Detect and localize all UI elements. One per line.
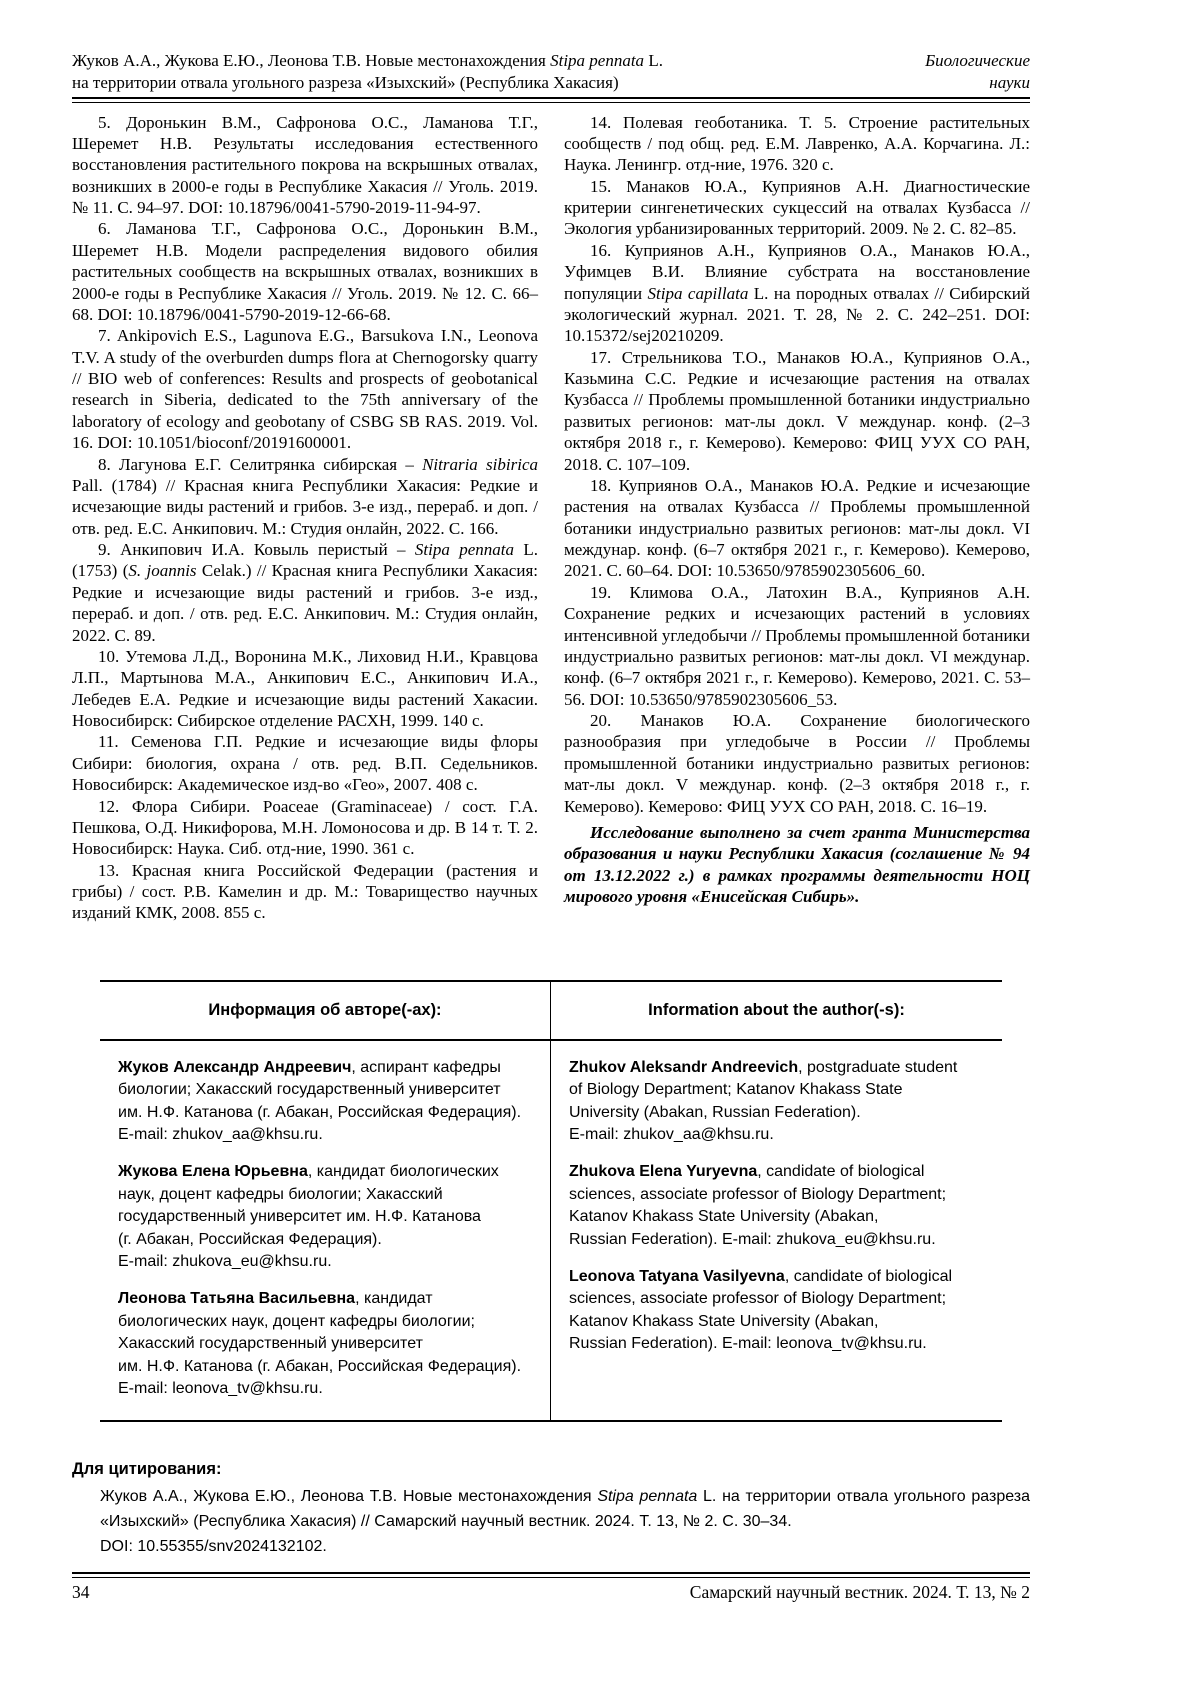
- reference-item: 17. Стрельникова Т.О., Манаков Ю.А., Куприянов О.А., Казьмина С.С. Редкие и исчезающие растения на отвалах Кузбасса // Проблемы промышленной ботаники индустриально развитых регионов: мат-лы докл. V междунар. конф. (2–3 октября 2018 г., г. Кемерово). Кемерово: ФИЦ УУХ СО РАН, 2018. С. 107–109.: [564, 347, 1030, 474]
- reference-item: 14. Полевая геоботаника. Т. 5. Строение растительных сообществ / под общ. ред. Е.М. Лавренко, А.А. Корчагина. Л.: Наука. Ленингр. отд-ние, 1976. 320 с.: [564, 112, 1030, 175]
- author-block: Zhukov Aleksandr Andreevich, postgraduate student of Biology Department; Katanov Khakass State University (Abakan, Russian Federation). E-mail: zhukov_aa@khsu.ru.: [569, 1058, 958, 1144]
- authors-table-header-ru: Информация об авторе(-ах):: [100, 982, 551, 1041]
- reference-item: 6. Ламанова Т.Г., Сафронова О.С., Доронькин В.М., Шеремет Н.В. Модели распределения видового обилия растительных сообществ на вскрышных отвалах, возникших в 2000-е годы в Республике Хакасия // Уголь. 2019. № 12. С. 66–68. DOI: 10.18796/0041-5790-2019-12-66-68.: [72, 219, 538, 324]
- reference-item: 16. Куприянов А.Н., Куприянов О.А., Манаков Ю.А., Уфимцев В.И. Влияние субстрата на восстановление популяции Stipa capillata L. на породных отвалах // Сибирский экологический журнал. 2021. Т. 28, № 2. С. 242–251. DOI: 10.15372/sej20210209.: [564, 240, 1030, 346]
- reference-item: 8. Лагунова Е.Г. Селитрянка сибирская – Nitraria sibirica Pall. (1784) // Красная книга Республики Хакасия: Редкие и исчезающие виды растений и грибов. 3-е изд., перераб. и доп. / отв. ред. Е.С. Анкипович. М.: Студия онлайн, 2022. С. 166.: [72, 454, 538, 538]
- footer-journal-title: Самарский научный вестник. 2024. Т. 13, № 2: [689, 1581, 1030, 1602]
- running-head-species: Stipa pennata: [550, 51, 645, 70]
- running-head: [72, 0, 1030, 94]
- reference-item: 18. Куприянов О.А., Манаков Ю.А. Редкие и исчезающие растения на отвалах Кузбасса // Проблемы промышленной ботаники индустриально развитых регионов: мат-лы докл. VI междунар. конф. (6–7 октября 2021 г., г. Кемерово). Кемерово, 2021. С. 60–64. DOI: 10.53650/9785902305606_60.: [564, 475, 1030, 581]
- citation-text: [100, 1485, 1030, 1559]
- running-head-title-line2: на территории отвала угольного разреза «Изыхский» (Республика Хакасия): [72, 72, 619, 92]
- reference-item: 15. Манаков Ю.А., Куприянов А.Н. Диагностические критерии сингенетических сукцессий на отвалах Кузбасса // Экология урбанизированных территорий. 2009. № 2. С. 82–85.: [564, 176, 1030, 239]
- authors-cell-en: [551, 1041, 1002, 1420]
- reference-item: 19. Климова О.А., Латохин В.А., Куприянов А.Н. Сохранение редких и исчезающих растений в условиях интенсивной угледобычи // Проблемы промышленной ботаники индустриально развитых регионов: мат-лы докл. VI междунар. конф. (6–7 октября 2021 г., г. Кемерово). Кемерово, 2021. С. 53–56. DOI: 10.53650/9785902305606_53.: [564, 582, 1030, 709]
- references-right-column: [564, 112, 1030, 924]
- citation-species: Stipa pennata: [597, 1488, 698, 1506]
- references-columns: [72, 112, 1030, 924]
- author-name: Жукова Елена Юрьевна: [118, 1163, 308, 1181]
- footer-page-number: 34: [72, 1581, 90, 1602]
- author-name: Zhukova Elena Yuryevna: [569, 1163, 758, 1181]
- reference-item: 13. Красная книга Российской Федерации (растения и грибы) / сост. Р.В. Камелин и др. М.: Товарищество научных изданий КМК, 2008. 855 с.: [72, 860, 538, 923]
- header-rule: [72, 97, 1030, 103]
- reference-item: 5. Доронькин В.М., Сафронова О.С., Ламанова Т.Г., Шеремет Н.В. Результаты исследования естественного восстановления растительного покрова на вскрышных отвалах, возникших в 2000-е годы в Республике Хакасия // Уголь. 2019. № 11. С. 94–97. DOI: 10.18796/0041-5790-2019-11-94-97.: [72, 112, 538, 217]
- section-name-line1: Биологические: [925, 51, 1030, 70]
- citation-text-suffix: L. на территории отвала угольного разреза «Изыхский» (Республика Хакасия) // Самарский научный вестник. 2024. Т. 13, № 2. С. 30–34.: [100, 1488, 1031, 1531]
- citation-text-prefix: Жуков А.А., Жукова Е.Ю., Леонова Т.В. Новые местонахождения: [100, 1488, 598, 1506]
- authors-table: [100, 980, 1002, 1423]
- running-head-title: [72, 50, 663, 94]
- citation-section: [72, 1460, 1030, 1559]
- citation-label: Для цитирования:: [72, 1460, 222, 1479]
- author-name: Leonova Tatyana Vasilyevna: [569, 1267, 785, 1285]
- reference-item: 12. Флора Сибири. Poaceae (Graminaceae) / сост. Г.А. Пешкова, О.Д. Никифорова, М.Н. Ломоносова и др. В 14 т. Т. 2. Новосибирск: Наука. Сиб. отд-ние, 1990. 361 с.: [72, 796, 538, 859]
- author-name: Жуков Александр Андреевич: [118, 1058, 352, 1076]
- reference-item: 10. Утемова Л.Д., Воронина М.К., Лиховид Н.И., Кравцова Л.П., Мартынова М.А., Анкипович Е.С., Анкипович И.А., Лебедев Е.А. Редкие и исчезающие виды растений Хакасии. Новосибирск: Сибирское отделение РАСХН, 1999. 140 с.: [72, 646, 538, 730]
- references-left-column: [72, 112, 538, 924]
- reference-item: 20. Манаков Ю.А. Сохранение биологического разнообразия при угледобыче в России // Проблемы промышленной ботаники индустриально развитых регионов: мат-лы докл. V междунар. конф. (2–3 октября 2018 г., г. Кемерово). Кемерово: ФИЦ УУХ СО РАН, 2018. С. 16–19.: [564, 711, 1030, 816]
- reference-item: 11. Семенова Г.П. Редкие и исчезающие виды флоры Сибири: биология, охрана / отв. ред. В.П. Седельников. Новосибирск: Академическое изд-во «Гео», 2007. 408 с.: [72, 732, 538, 795]
- page-footer: [72, 1572, 1030, 1603]
- citation-doi: DOI: 10.55355/snv2024132102.: [100, 1537, 327, 1555]
- section-name-line2: науки: [989, 72, 1030, 92]
- author-block: Леонова Татьяна Васильевна, кандидат биологических наук, доцент кафедры биологии; Хакасский государственный университет им. Н.Ф. Катанова (г. Абакан, Российская Федерация). E-mail: leonova_tv@khsu.ru.: [118, 1290, 522, 1397]
- author-name: Леонова Татьяна Васильевна: [118, 1290, 356, 1308]
- author-block: Leonova Tatyana Vasilyevna, candidate of biological sciences, associate professor of Biology Department; Katanov Khakass State University (Abakan, Russian Federation). E-mail: leonova_tv@khsu.ru.: [569, 1267, 953, 1353]
- authors-cell-ru: [100, 1041, 551, 1420]
- author-block: Zhukova Elena Yuryevna, candidate of biological sciences, associate professor of Biology Department; Katanov Khakass State University (Abakan, Russian Federation). E-mail: zhukova_eu@khsu.ru.: [569, 1163, 947, 1248]
- funding-note: Исследование выполнено за счет гранта Министерства образования и науки Республики Хакасия (соглашение № 94 от 13.12.2022 г.) в рамках программы деятельности НОЦ мирового уровня «Енисейская Сибирь».: [564, 822, 1030, 906]
- running-head-title-suffix: L.: [644, 51, 663, 70]
- reference-item: 9. Анкипович И.А. Ковыль перистый – Stipa pennata L. (1753) (S. joannis Celak.) // Красная книга Республики Хакасия: Редкие и исчезающие виды растений и грибов. 3-е изд., перераб. и доп. / отв. ред. Е.С. Анкипович. М.: Студия онлайн, 2022. С. 89.: [72, 540, 538, 645]
- author-name: Zhukov Aleksandr Andreevich: [569, 1058, 799, 1076]
- running-head-section: [925, 50, 1030, 94]
- author-block: Жуков Александр Андреевич, аспирант кафедры биологии; Хакасский государственный университет им. Н.Ф. Катанова (г. Абакан, Российская Федерация). E-mail: zhukov_aa@khsu.ru.: [118, 1058, 522, 1144]
- authors-table-header-en: Information about the author(-s):: [551, 982, 1002, 1041]
- reference-item: 7. Ankipovich E.S., Lagunova E.G., Barsukova I.N., Leonova T.V. A study of the overburden dumps flora at Chernogorsky quarry // BIO web of conferences: Results and prospects of geobotanical research in Siberia, dedicated to the 75th anniversary of the laboratory of ecology and geobotany of CSBG SB RAS. 2019. Vol. 16. DOI: 10.1051/bioconf/20191600001.: [72, 326, 538, 453]
- author-block: Жукова Елена Юрьевна, кандидат биологических наук, доцент кафедры биологии; Хакасский государственный университет им. Н.Ф. Катанова (г. Абакан, Российская Федерация). E-mail: zhukova_eu@khsu.ru.: [118, 1163, 499, 1270]
- running-head-title-prefix: Жуков А.А., Жукова Е.Ю., Леонова Т.В. Новые местонахождения: [72, 51, 551, 70]
